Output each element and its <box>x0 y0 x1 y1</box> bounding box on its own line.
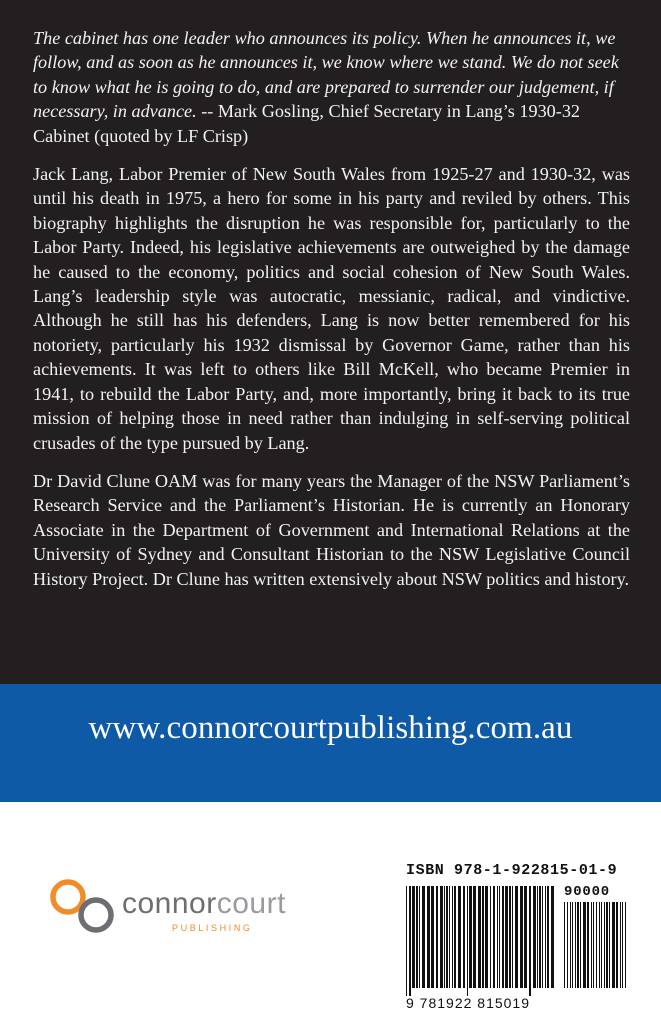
barcode-bar <box>490 886 491 988</box>
barcode-bar <box>616 902 618 988</box>
barcode-bar <box>545 886 546 988</box>
barcode-bar <box>431 886 434 988</box>
barcode-bar <box>529 886 531 996</box>
barcode-bar <box>412 886 415 988</box>
barcode-bar <box>567 902 568 988</box>
barcode-bar <box>606 902 608 988</box>
barcode-bar <box>533 886 536 988</box>
isbn-label: ISBN 978-1-922815-01-9 <box>406 862 618 879</box>
barcode-bar <box>625 902 626 988</box>
barcode-bar <box>580 902 581 988</box>
barcode-bar <box>485 886 488 988</box>
barcode-bar <box>444 886 445 988</box>
barcode-bar <box>473 886 476 988</box>
barcode-bar <box>622 902 623 988</box>
barcode-bar <box>577 902 579 988</box>
publisher-logo <box>46 870 346 940</box>
barcode-bar <box>572 902 573 988</box>
barcode-bar <box>539 886 541 988</box>
barcode-bar <box>406 886 407 996</box>
barcode-bar <box>505 886 508 988</box>
barcode-bar <box>547 886 549 988</box>
barcode-bar <box>478 886 481 988</box>
quote-attribution: -- Mark Gosling, Chief Secretary in Lang’s 1930-32 Cabinet (quoted by LF Crisp) <box>33 101 581 146</box>
barcode-bar <box>583 902 586 988</box>
addon-barcode-bars <box>564 902 628 996</box>
barcode-bar <box>593 902 594 988</box>
barcode-bar <box>422 886 425 988</box>
barcode-bar <box>524 886 527 988</box>
barcode-bar <box>570 902 571 988</box>
barcode-bar <box>482 886 484 988</box>
barcode-digits: 9 781922 815019 <box>406 995 530 1011</box>
barcode-bar <box>499 886 500 988</box>
barcode-bar <box>463 886 465 988</box>
barcode-bar <box>440 886 443 988</box>
barcode-bar <box>416 886 418 988</box>
barcode-bar <box>620 902 621 988</box>
barcode-bar <box>601 902 602 988</box>
isbn-barcode <box>398 862 638 1012</box>
barcode-bar <box>446 886 448 988</box>
author-bio: Dr David Clune OAM was for many years the Manager of the NSW Parliament’s Research Service and the Parliament’s Historian. He is currently an Honorary Associate in the Department of Government and International Relations at the University of Sydney and Consultant Historian to the NSW Legislative Council History Project. Dr Clune has written extensively about NSW politics and history. <box>33 470 630 589</box>
ean13-barcode-bars <box>406 886 556 996</box>
barcode-bar <box>427 886 430 988</box>
barcode-bar <box>564 902 565 988</box>
price-code: 90000 <box>564 884 611 900</box>
barcode-bar <box>419 886 420 988</box>
barcode-bar <box>452 886 453 988</box>
barcode-bar <box>575 902 576 988</box>
barcode-bar <box>409 886 411 996</box>
publisher-subtitle: PUBLISHING <box>172 923 253 933</box>
publisher-name-connor: connor <box>122 887 217 920</box>
barcode-bar <box>467 886 468 996</box>
barcode-bar <box>612 902 615 988</box>
barcode-bar <box>436 886 438 988</box>
publisher-name <box>122 887 286 921</box>
barcode-bar <box>604 902 605 988</box>
barcode-bar <box>509 886 511 988</box>
interlocking-circles-icon <box>46 870 122 940</box>
barcode-bar <box>493 886 495 988</box>
barcode-bar <box>596 902 597 988</box>
barcode-bar <box>520 886 523 988</box>
epigraph-quote <box>33 26 630 148</box>
publisher-name-court: court <box>216 887 286 920</box>
quote-text: The cabinet has one leader who announces its policy. When he announces it, we follow, and as soon as he announces it, we know where we stand. We do not seek to know what he is going to do, and are prepared to surrender our judgement, if necessary, in advance. <box>33 28 619 122</box>
barcode-bar <box>551 886 554 988</box>
barcode-bar <box>454 886 456 988</box>
book-description: Jack Lang, Labor Premier of New South Wales from 1925-27 and 1930-32, was until his death in 1975, a hero for some in his party and reviled by others. This biography highlights the disruption he was responsible for, particularly to the Labor Party. Indeed, his legislative achievements are outweighed by the damage he caused to the economy, politics and social cohesion of New South Wales. Lang’s leadership style was autocratic, messianic, radical, and vindictive. Although he still has his defenders, Lang is now better remembered for his notoriety, particularly his 1932 dismissal by Governor Game, rather than his achievements. It was left to others like Bill McKell, who became Premier in 1941, to rebuild the Labor Party, and, more importantly, bring it back to its true mission of helping those in need rather than indulging in self-serving political crusades of the type pursued by Lang. <box>33 164 630 453</box>
barcode-bar <box>537 886 538 988</box>
blurb-text <box>33 26 630 605</box>
barcode-bar <box>512 886 513 988</box>
barcode-bar <box>587 902 589 988</box>
barcode-bar <box>515 886 518 988</box>
barcode-bar <box>497 886 498 988</box>
barcode-bar <box>599 902 600 988</box>
barcode-bar <box>449 886 450 988</box>
publisher-website-link[interactable]: www.connorcourtpublishing.com.au <box>88 710 573 746</box>
barcode-bar <box>469 886 472 988</box>
barcode-bar <box>609 902 610 988</box>
barcode-bar <box>542 886 543 988</box>
barcode-bar <box>458 886 461 988</box>
barcode-bar <box>591 902 592 988</box>
barcode-bar <box>502 886 504 988</box>
